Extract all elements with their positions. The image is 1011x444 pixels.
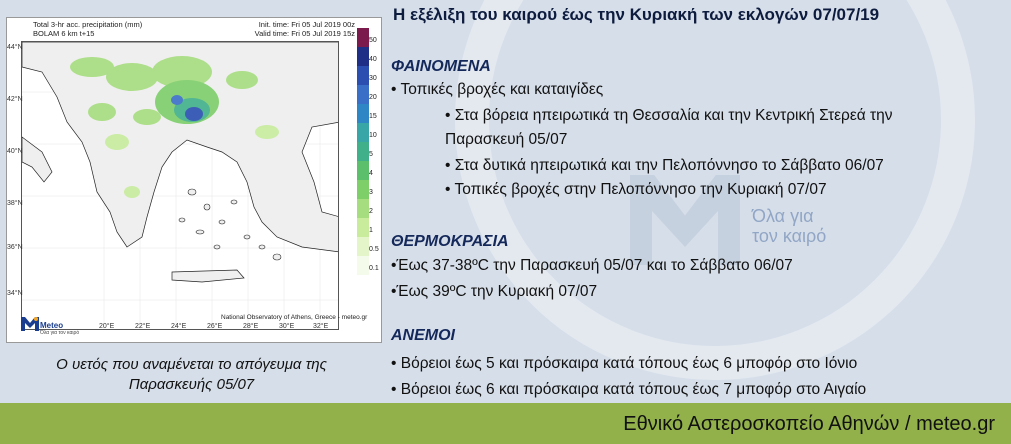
precipitation-legend <box>357 28 369 275</box>
temperature-item: •Έως 39ºC την Κυριακή 07/07 <box>391 283 598 300</box>
wind-item: • Βόρειοι έως 5 και πρόσκαιρα κατά τόπους έως 6 μποφόρ στο Ιόνιο <box>391 355 858 372</box>
legend-label: 4 <box>369 170 373 177</box>
lon-label: 20°E <box>99 323 115 330</box>
legend-swatch <box>357 218 369 237</box>
legend-label: 3 <box>369 189 373 196</box>
lat-label: 38°N <box>7 200 23 207</box>
lon-label: 30°E <box>279 323 295 330</box>
legend-swatch <box>357 237 369 256</box>
lat-label: 36°N <box>7 244 23 251</box>
phenomena-subitem: • Στα βόρεια ηπειρωτικά τη Θεσσαλία και την Κεντρική Στερεά την <box>445 107 893 124</box>
legend-swatch <box>357 104 369 123</box>
section-heading-temperature: ΘΕΡΜΟΚΡΑΣΙΑ <box>391 233 509 250</box>
legend-label: 15 <box>369 113 377 120</box>
page-title: Η εξέλιξη του καιρού έως την Κυριακή των εκλογών 07/07/19 <box>393 5 880 24</box>
legend-swatch <box>357 28 369 47</box>
lon-label: 26°E <box>207 323 223 330</box>
legend-label: 1 <box>369 227 373 234</box>
legend-label: 40 <box>369 56 377 63</box>
map-caption: Ο υετός που αναμένεται το απόγευμα της Παρασκευής 05/07 <box>56 356 327 393</box>
legend-label: 50 <box>369 37 377 44</box>
lon-label: 32°E <box>313 323 329 330</box>
lat-label: 44°N <box>7 44 23 51</box>
map-valid-time: Valid time: Fri 05 Jul 2019 15z <box>254 29 355 38</box>
legend-swatch <box>357 66 369 85</box>
phenomena-subitem: • Τοπικές βροχές στην Πελοπόννησο την Κυριακή 07/07 <box>445 181 827 198</box>
map-area <box>21 41 339 330</box>
legend-label: 0.5 <box>369 246 379 253</box>
lon-label: 22°E <box>135 323 151 330</box>
lat-label: 40°N <box>7 148 23 155</box>
legend-swatch <box>357 47 369 66</box>
legend-label: 10 <box>369 132 377 139</box>
map-credit: National Observatory of Athens, Greece - meteo.gr <box>221 314 368 321</box>
legend-swatch <box>357 142 369 161</box>
map-init-time: Init. time: Fri 05 Jul 2019 00z <box>258 20 355 29</box>
map-header-title: Total 3-hr acc. precipitation (mm) <box>33 20 143 29</box>
legend-label: 20 <box>369 94 377 101</box>
footer-bar <box>0 403 1011 444</box>
lat-label: 34°N <box>7 290 23 297</box>
lon-label: 24°E <box>171 323 187 330</box>
wind-item: • Βόρειοι έως 6 και πρόσκαιρα κατά τόπους έως 7 μποφόρ στο Αιγαίο <box>391 381 867 398</box>
meteo-logo-sub: Όλα για τον καιρό <box>40 330 80 336</box>
section-heading-winds: ΑΝΕΜΟΙ <box>391 327 455 344</box>
footer-text: Εθνικό Αστεροσκοπείο Αθηνών / meteo.gr <box>623 413 995 435</box>
legend-swatch <box>357 256 369 275</box>
meteo-logo-icon <box>21 317 39 331</box>
section-heading-phenomena: ΦΑΙΝΟΜΕΝΑ <box>391 58 491 75</box>
phenomena-subitem-cont: Παρασκευή 05/07 <box>445 131 568 148</box>
legend-swatch <box>357 180 369 199</box>
legend-label: 5 <box>369 151 373 158</box>
lon-label: 28°E <box>243 323 259 330</box>
legend-label: 2 <box>369 208 373 215</box>
legend-label: 0.1 <box>369 265 379 272</box>
map-header-model: BOLAM 6 km t+15 <box>33 29 95 38</box>
legend-label: 30 <box>369 75 377 82</box>
background-slogan: Όλα για τον καιρό <box>752 206 827 246</box>
legend-swatch <box>357 85 369 104</box>
lat-label: 42°N <box>7 96 23 103</box>
legend-swatch <box>357 199 369 218</box>
phenomena-subitem: • Στα δυτικά ηπειρωτικά και την Πελοπόννησο το Σάββατο 06/07 <box>445 157 884 174</box>
precipitation-map-panel <box>6 17 382 343</box>
phenomena-item: • Τοπικές βροχές και καταιγίδες <box>391 81 604 98</box>
greece-precipitation-svg <box>22 42 339 330</box>
temperature-item: •Έως 37-38ºC την Παρασκευή 05/07 και το Σάββατο 06/07 <box>391 257 793 274</box>
meteo-logo-text: Meteo <box>40 321 64 330</box>
legend-swatch <box>357 123 369 142</box>
legend-swatch <box>357 161 369 180</box>
